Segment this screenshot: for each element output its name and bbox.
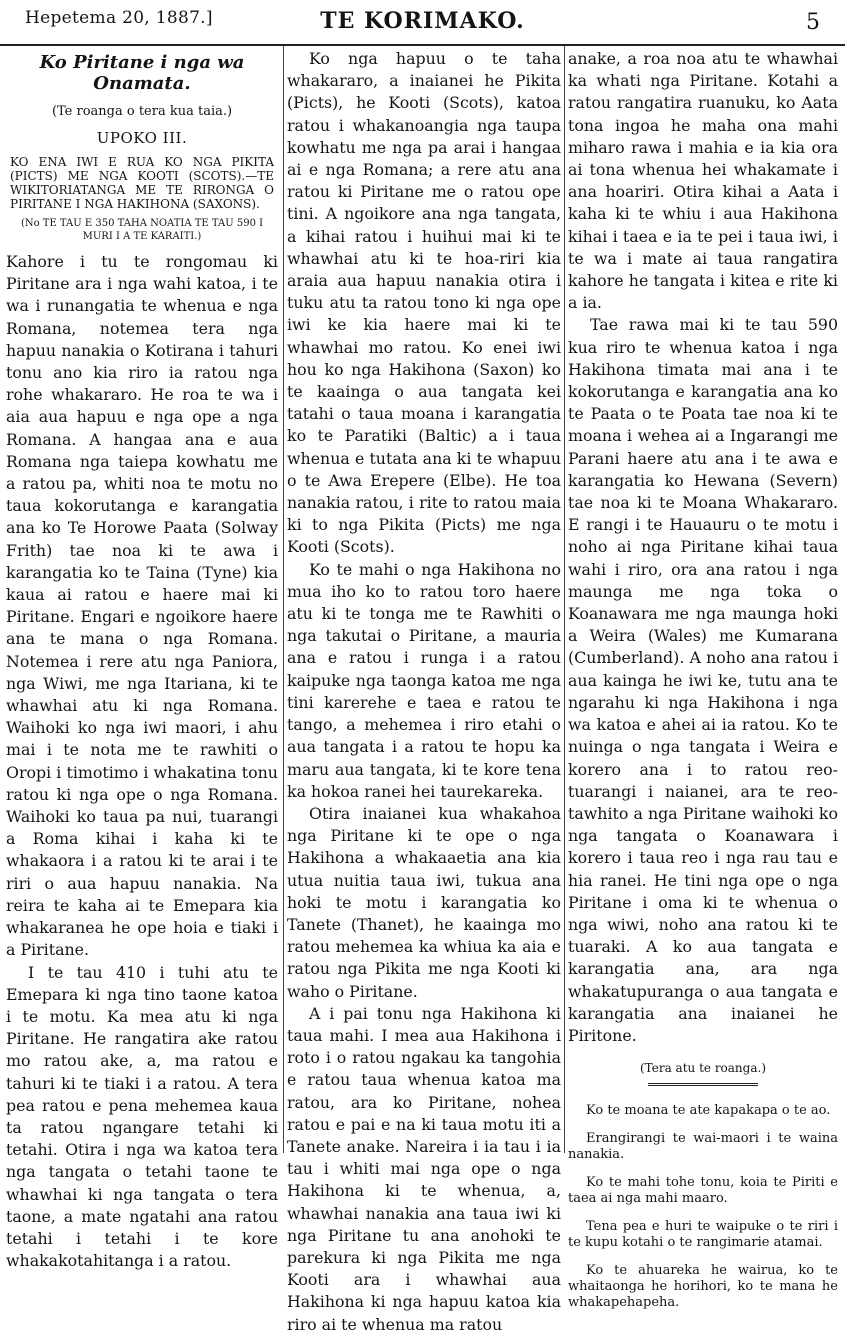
column-divider: [564, 46, 565, 1153]
saying: Ko te ahuareka he wairua, ko te whaitaonga he horihori, ko te mana he whakapehapeha.: [568, 1263, 838, 1311]
article-paragraph: anake, a roa noa atu te whawhai ka whati nga Piritane. Kotahi a ratou rangatira ruanuku, ko Aata tona ingoa he maha ona mahi miharo rawa i mahia e ia kia ora ai tona whenua hei whakamate i ana hoariri. Otira kihai a Aata i kaha ki te whiu i aua Hakihona kihai i taea e ia te pei i taua iwi, i te wa i mate ai taua rangatira kahore he tangata i kitea e rite ki a ia.: [568, 49, 838, 313]
article-title: Ko Piritane i nga wa Onamata.: [39, 52, 245, 94]
column-3: [568, 48, 838, 1311]
saying: Erangirangi te wai-maori i te waina nanakia.: [568, 1131, 838, 1163]
article-subtitle: (Te roanga o tera kua taia.): [51, 104, 233, 119]
continued-note: (Tera atu te roanga.): [640, 1061, 766, 1076]
article-paragraph: Ko nga hapuu o te taha whakararo, a inaianei he Pikita (Picts), he Kooti (Scots), katoa ratou i whakanoangia nga taupa kowhatu me nga pa arai i hangaa ai e nga Romana; a rere atu ana ratou ki Piritane me o ratou ope tini. A ngoikore ana nga tangata, a kihai ratou i huihui mai ki te whawhai atu ki te hoa-riri kia araia aua hapuu nanakia otira i tuku atu ta ratou tono ki nga ope iwi ke kia haere mai ki te whawhai mo ratou. Ko enei iwi hou ko nga Hakihona (Saxon) ko te kaainga o aua tangata kei tatahi o taua moana i karangatia ko te Paratiki (Baltic) a i taua whenua e tutata ana ki te whapuu o te Awa Erepere (Elbe). He toa nanakia ratou, i rite to ratou maia ki to nga Pikita (Picts) me nga Kooti (Scots).: [287, 49, 561, 557]
saying: Tena pea e huri te waipuke o te riri i te kupu kotahi o te rangimarie atamai.: [568, 1219, 838, 1251]
page-header: [0, 0, 845, 44]
saying: Ko te moana te ate kapakapa o te ao.: [586, 1103, 831, 1119]
column-2: [287, 48, 561, 1334]
saying: Ko te mahi tohe tonu, koia te Piriti e taea ai nga mahi maaro.: [568, 1175, 838, 1207]
newspaper-title: TE KORIMAKO.: [320, 8, 525, 34]
article-paragraph: Tae rawa mai ki te tau 590 kua riro te whenua katoa i nga Hakihona timata mai ana i te kokorutanga e karangatia ana ko te Paata o te Poata tae noa ki te moana i wehea ai a Ingarangi me Parani haere atu ana i te awa e karangatia ko Hewana (Severn) tae noa ki te Moana Whakararo. E rangi i te Hauauru o te motu i noho ai nga Piritane kihai taua wahi i riro, ora ana ratou i nga maunga me nga toka o Koanawara me nga maunga hoki a Weira (Wales) me Kumarana (Cumberland). A noho ana ratou i aua kainga he iwi ke, tutu ana te ngarahu ki nga Hakihona i nga wa katoa e ahei ai ia ratou. Ko te nuinga o nga tangata i Weira e korero ana i to ratou reo-tuarangi i naianei, ara te reo-tawhito a nga Piritane waihoki ko nga tangata o Koanawara i korero i taua reo i nga rau tau e hia ranei. He tini nga ope o nga Piritane i oma ki te whenua o nga wiwi, noho ana ratou ki te tuaraki. A ko aua tangata e karangatia ana, ara nga whakatupuranga o aua tangata e karangatia ana inaianei he Piritone.: [568, 315, 838, 1045]
article-paragraph: I te tau 410 i tuhi atu te Emepara ki nga tino taone katoa i te motu. Ka mea atu ki nga Piritane. He rangatira ake ratou mo ratou ake, a, ma ratou e tahuri ki te tiaki i a ratou. A tera pea ratou e pena mehemea kaua ta ratou ngangare tetahi ki tetahi. Otira i nga wa katoa tera nga tangata o tetahi taone te whawhai ki nga tangata o tera taone, a mate ngatahi ana ratou tetahi i tetahi i te kore whakakotahitanga i a ratou.: [6, 962, 278, 1271]
column-divider: [283, 46, 284, 1153]
chapter-heading: UPOKO III.: [96, 129, 188, 147]
header-rule: [0, 44, 845, 46]
section-divider: [648, 1083, 758, 1089]
chapter-summary: KO ENA IWI E RUA KO NGA PIKITA (PICTS) ME NGA KOOTI (SCOTS).—TE WIKITORIATANGA ME TE RIRONGA O PIRITANE I NGA HAKIHONA (SAXONS).: [10, 155, 274, 211]
issue-date: Hepetema 20, 1887.]: [25, 8, 213, 28]
page-number: 5: [806, 10, 820, 35]
article-paragraph: Kahore i tu te rongomau ki Piritane ara i nga wahi katoa, i te wa i runangatia te whenua e nga Romana, notemea tera nga hapuu nanakia o Kotirana i tahuri tonu ano kia riro ia ratou nga rohe whakararo. He roa te wa i aia aua hapuu e nga ope a nga Romana. A hangaa ana e aua Romana nga taiepa kowhatu me a ratou pa, whiti noa te motu no taua kokorutanga e karangatia ana ko Te Horowe Paata (Solway Frith) tae noa ki te awa i karangatia ko te Taina (Tyne) kia kaua ai ratou e haere mai ki Piritane. Engari e ngoikore haere ana te mana o nga Romana. Notemea i rere atu nga Paniora, nga Wiwi, me nga Itariana, ki te whawhai atu ki nga Romana. Waihoki ko nga iwi maori, i ahu mai i te nota me te rawhiti o Oropi i timotimo i whakatina tonu ratou ki nga ope o nga Romana. Waihoki ko taua pa nui, tuarangi a Roma kihai i kaha ki te whakaora i a ratou ki te arai i te riri o aua hapuu nanakia. Na reira te kaha ai te Emepara kia whakaranea he ope hoia e tiaki i a Piritane.: [6, 252, 278, 960]
column-1: [6, 48, 278, 1271]
article-paragraph: Otira inaianei kua whakahoa nga Piritane ki te ope o nga Hakihona a whakaaetia ana kia utua nuitia taua iwi, tukua ana hoki te motu i karangatia ko Tanete (Thanet), he kaainga mo ratou mehemea ka whiua ka aia e ratou nga Pikita me nga Kooti ki waho o Piritane.: [287, 803, 561, 1001]
article-paragraph: Ko te mahi o nga Hakihona no mua iho ko to ratou toro haere atu ki te tonga me te Rawhiti o nga takutai o Piritane, a mauria ana e ratou i runga i a ratou kaipuke nga taonga katoa me nga tini karerehe e taea e ratou te tango, a mehemea i riro etahi o aua tangata i a ratou te hopu ka maru aua tangata, ki te kore tena ka hokoa ranei hei taurekareka.: [287, 559, 561, 801]
article-paragraph: A i pai tonu nga Hakihona ki taua mahi. I mea aua Hakihona i roto i o ratou ngakau ka tangohia e ratou taua whenua katoa ma ratou, ara ko Piritane, nohea ratou e pai e na ki taua motu iti a Tanete anake. Nareira i ia tau i ia tau i whiti mai nga ope o nga Hakihona ki te whenua, a, whawhai nanakia ana taua iwi ki nga Piritane tu ana anohoki te parekura ki nga Pikita me nga Kooti ara i whawhai aua Hakihona ki nga hapuu katoa kia riro ai te whenua ma ratou: [287, 1003, 561, 1334]
date-note: (No TE TAU E 350 TAHA NOATIA TE TAU 590 I MURI I A TE KARAITI.): [20, 218, 264, 242]
sayings-list: [568, 1103, 838, 1311]
